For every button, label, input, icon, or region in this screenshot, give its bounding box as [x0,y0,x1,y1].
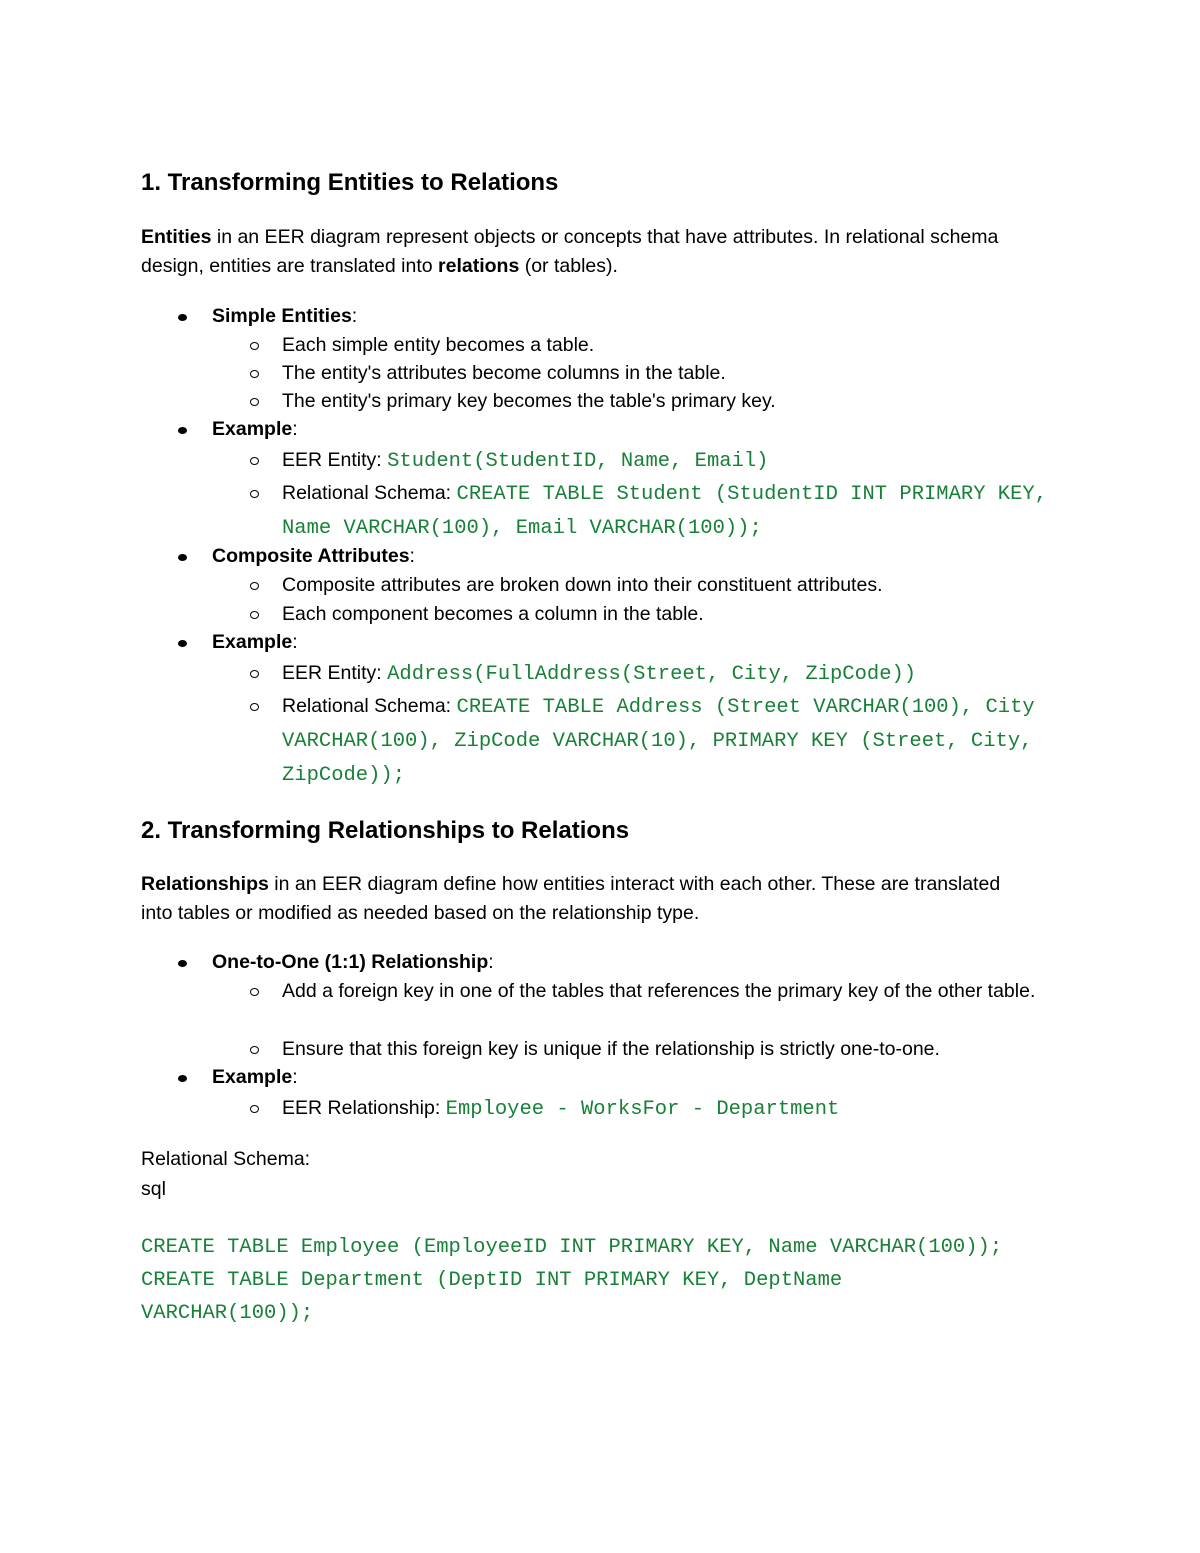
sub-list-item: The entity's attributes become columns in the table. [282,359,1062,388]
relational-schema-label: Relational Schema: [141,1148,311,1170]
colon: : [292,1066,298,1088]
code-snippet: Employee - WorksFor - Department [445,1098,840,1121]
sub-list-item: Each component becomes a column in the table. [282,600,1062,629]
sub-list-item-relational-schema [282,690,1072,792]
intro-text: in an EER diagram represent objects or concepts that have attributes. In relational schema design, entities are translated into [141,226,999,277]
colon: : [292,631,298,653]
code-snippet: Student(StudentID, Name, Email) [387,450,769,473]
intro-text: in an EER diagram define how entities interact with each other. These are translated into tables or modified as needed based on the relationship type. [141,873,1001,924]
list-item-example [212,1063,298,1092]
intro-term-entities: Entities [141,226,212,248]
list-label: Simple Entities [212,305,352,327]
colon: : [351,305,358,327]
sub-list-item-relational-schema [282,477,1052,545]
intro-term-relationships: Relationships [141,873,269,895]
sub-list-item-eer-entity [282,444,1062,478]
colon: : [292,418,298,440]
code-snippet: Address(FullAddress(Street, City, ZipCode)) [387,663,917,686]
section-heading-2: 2. Transforming Relationships to Relations [141,817,630,844]
list-item-example [212,628,298,657]
sub-list-item: Add a foreign key in one of the tables that references the primary key of the other table. [282,977,1062,1006]
sql-code-line: CREATE TABLE Employee (EmployeeID INT PRIMARY KEY, Name VARCHAR(100)); [141,1236,1003,1259]
section-1-intro [141,223,1061,280]
code-snippet: CREATE TABLE Student (StudentID INT PRIMARY KEY, Name VARCHAR(100), Email VARCHAR(100)); [282,483,1048,540]
intro-term-relations: relations [438,254,520,277]
list-item-example [212,415,298,444]
list-label: Composite Attributes [212,545,410,567]
sub-list-item: Composite attributes are broken down into their constituent attributes. [282,571,1062,600]
item-prefix: EER Entity: [282,662,388,684]
colon: : [488,951,494,973]
list-label: One-to-One (1:1) Relationship [212,951,489,973]
code-language-label: sql [141,1178,166,1200]
item-prefix: Relational Schema: [282,482,457,504]
list-label: Example [212,1066,293,1088]
section-heading-1: 1. Transforming Entities to Relations [141,169,559,196]
sub-list-item-eer-entity [282,657,1062,691]
list-label: Example [212,631,293,653]
code-snippet: CREATE TABLE Address (Street VARCHAR(100), City VARCHAR(100), ZipCode VARCHAR(10), PRIMARY KEY (Street, City, ZipCode)); [282,696,1035,787]
item-prefix: Relational Schema: [282,695,457,717]
sub-list-item-eer-relationship [282,1092,1062,1126]
sql-code-line: CREATE TABLE Department (DeptID INT PRIMARY KEY, DeptName VARCHAR(100)); [141,1269,855,1325]
intro-text-end: (or tables). [519,254,618,277]
list-item-composite-attributes [212,542,415,571]
sub-list-item: Ensure that this foreign key is unique if the relationship is strictly one-to-one. [282,1035,1062,1064]
sub-list-item: The entity's primary key becomes the table's primary key. [282,387,1062,416]
item-prefix: EER Entity: [282,449,388,471]
section-2-intro [141,870,1021,927]
item-prefix: EER Relationship: [282,1097,446,1119]
colon: : [409,545,415,567]
list-label: Example [212,418,293,440]
list-item-one-to-one [212,948,494,977]
list-item-simple-entities [212,302,357,331]
sub-list-item: Each simple entity becomes a table. [282,331,1062,360]
